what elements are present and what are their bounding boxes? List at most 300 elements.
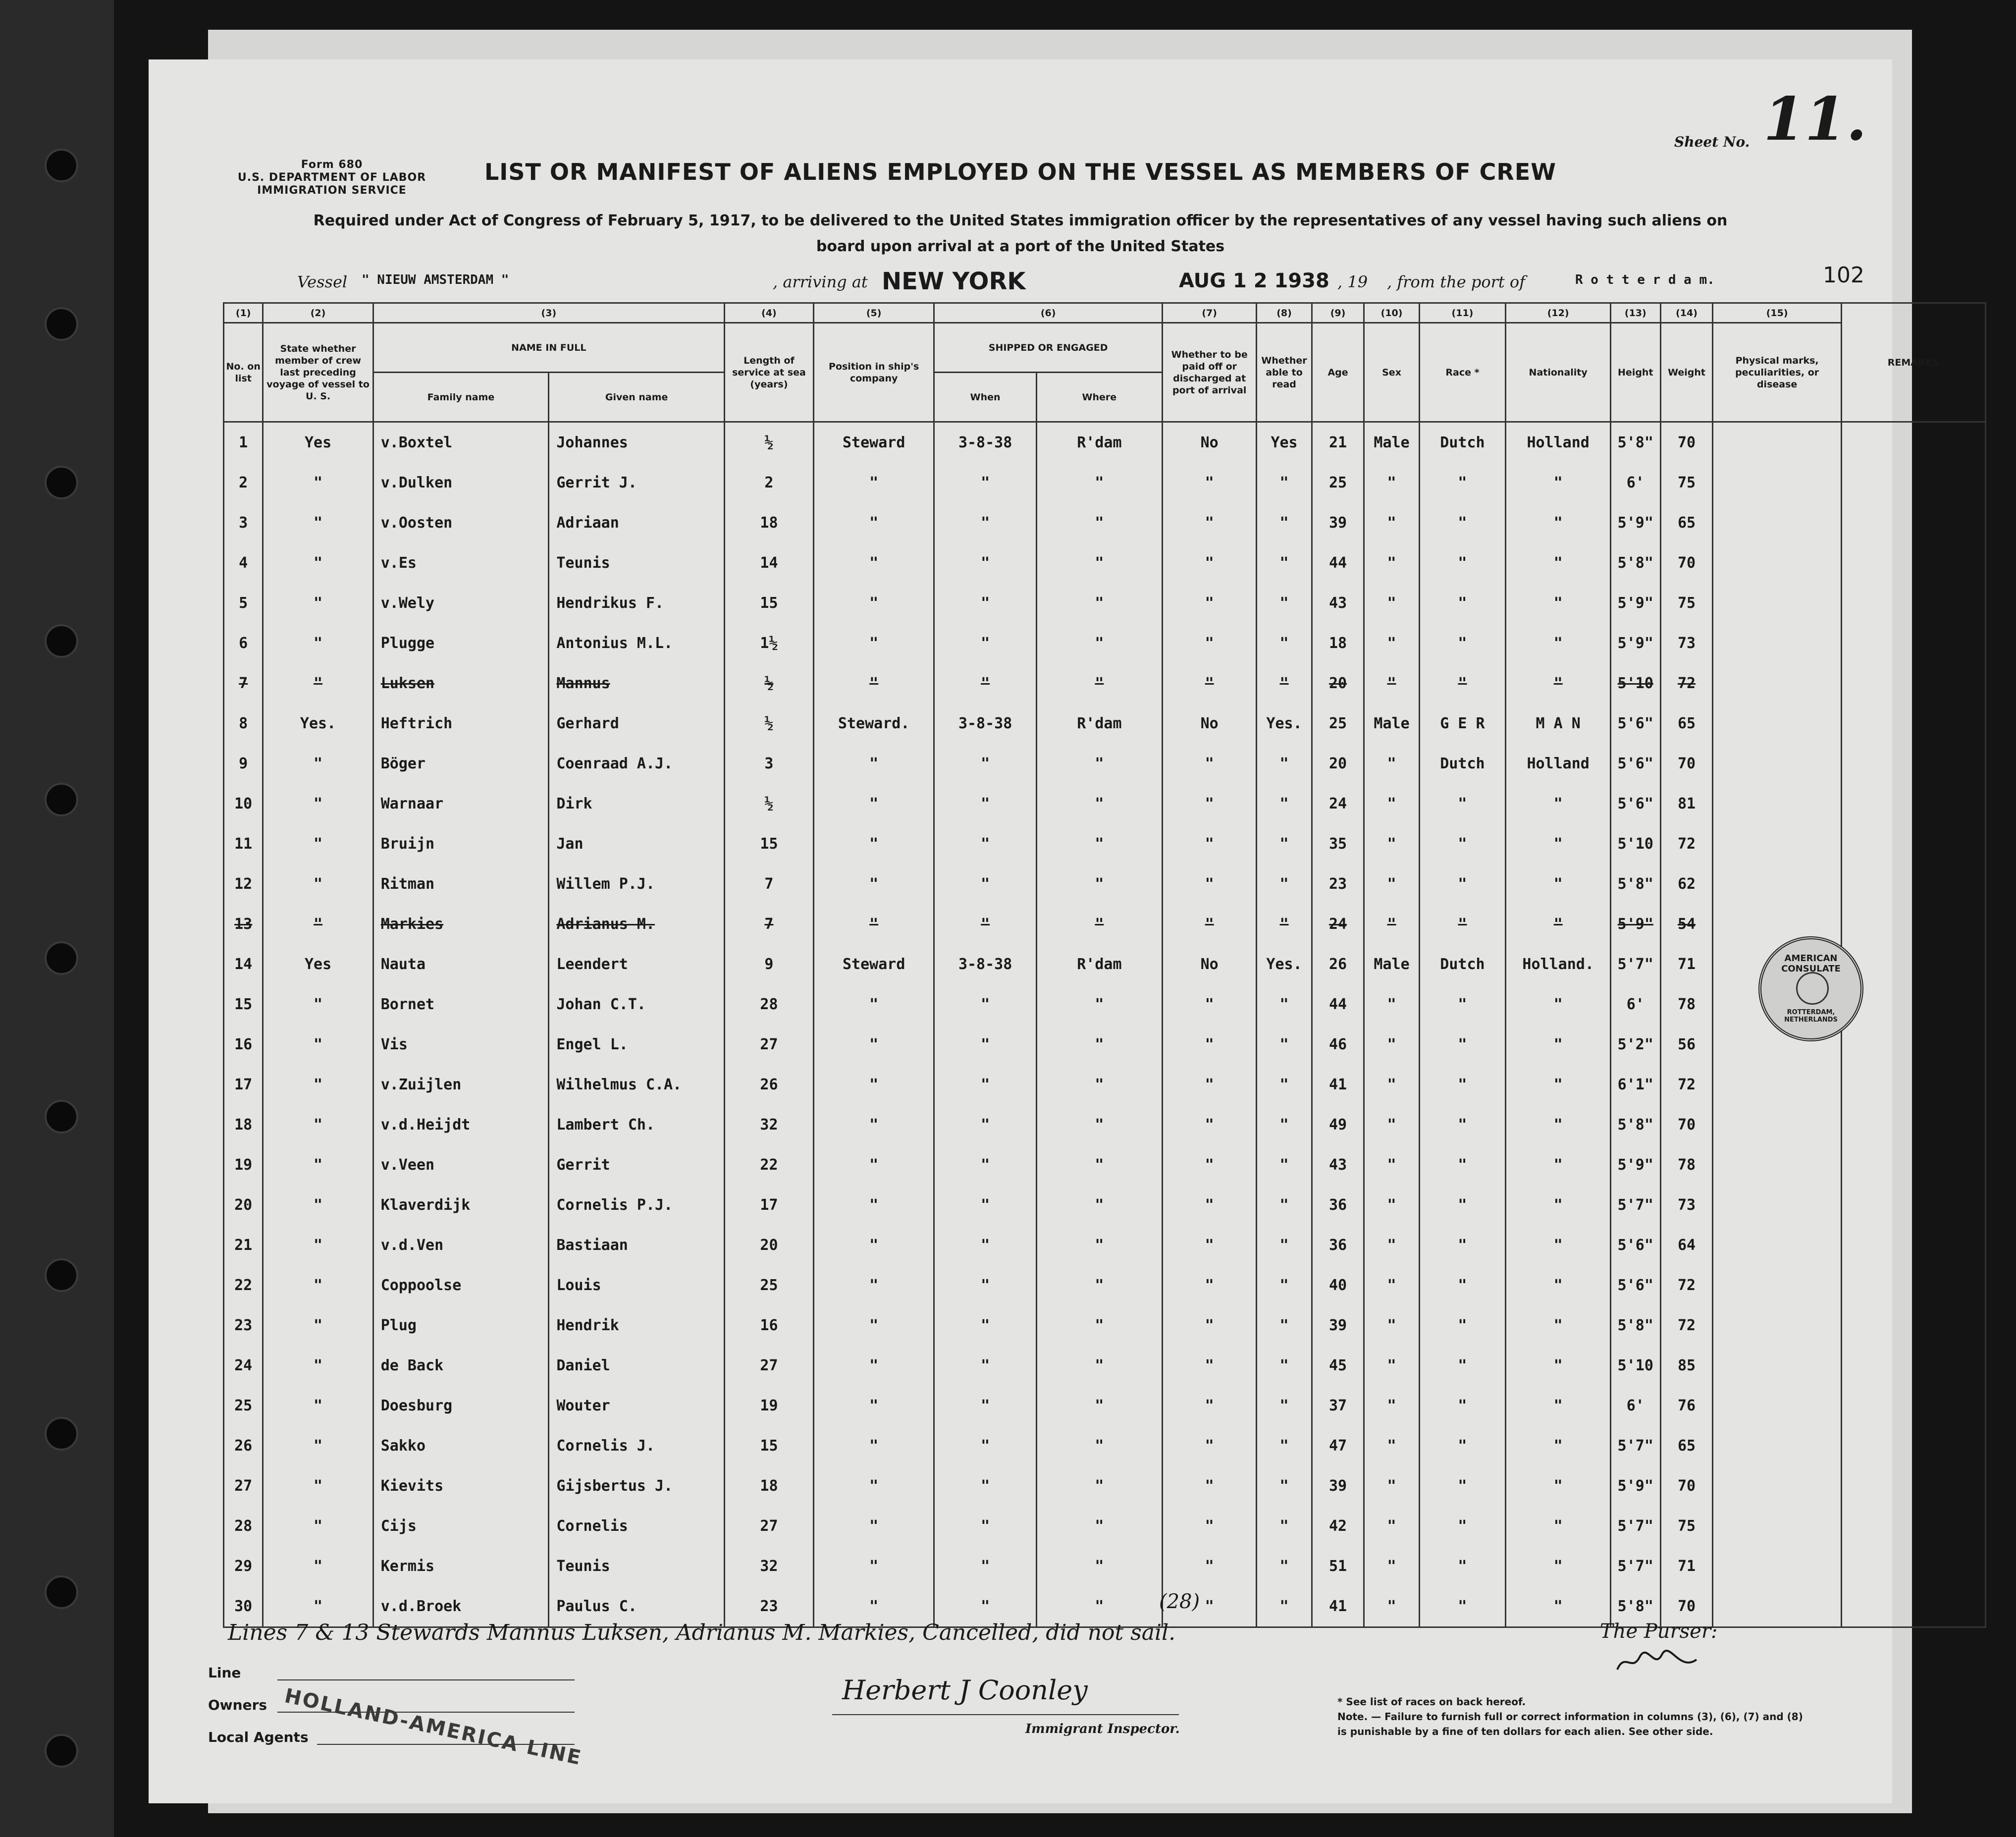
cell-physical-marks (1713, 463, 1841, 503)
cell-where: " (1036, 1025, 1162, 1065)
cell-where: " (1036, 1466, 1162, 1506)
cell-when: " (934, 1346, 1036, 1386)
cell-age: 25 (1312, 703, 1364, 744)
from-label: , from the port of (1387, 272, 1526, 291)
cell-service: ½ (724, 422, 813, 463)
col3-num: (3) (373, 303, 724, 323)
cell-height: 5'6" (1611, 1225, 1661, 1265)
cell-position: " (813, 904, 934, 944)
cell-when: " (934, 1145, 1036, 1185)
cell-where: R'dam (1036, 422, 1162, 463)
cell-weight: 62 (1660, 864, 1713, 904)
table-row (224, 503, 1986, 543)
cell-read: " (1257, 503, 1312, 543)
table-row (224, 1386, 1986, 1426)
cell-position: " (813, 744, 934, 784)
cell-family: Klaverdijk (373, 1185, 549, 1225)
cell-no: 11 (224, 824, 263, 864)
cell-when: " (934, 744, 1036, 784)
cell-height: 5'7" (1611, 1546, 1661, 1586)
cell-nationality: " (1506, 663, 1611, 703)
cell-given: Teunis (549, 543, 725, 583)
cell-prev: " (263, 503, 373, 543)
handwritten-cancellation-note: Lines 7 & 13 Stewards Mannus Luksen, Adrianus M. Markies, Cancelled, did not sail. (228, 1620, 1176, 1645)
cell-position: Steward (813, 422, 934, 463)
total-count: (28) (1159, 1590, 1200, 1613)
cell-no: 15 (224, 984, 263, 1025)
cell-physical-marks (1713, 784, 1841, 824)
cell-nationality: " (1506, 503, 1611, 543)
cell-height: 5'8" (1611, 1586, 1661, 1627)
cell-service: 15 (724, 583, 813, 623)
cell-prev: " (263, 663, 373, 703)
cell-read: " (1257, 1225, 1312, 1265)
cell-prev: " (263, 1466, 373, 1506)
cell-given: Cornelis P.J. (549, 1185, 725, 1225)
cell-sex: " (1364, 1386, 1419, 1426)
cell-nationality: " (1506, 463, 1611, 503)
cell-family: Vis (373, 1025, 549, 1065)
table-row (224, 463, 1986, 503)
cell-position: " (813, 463, 934, 503)
cell-remarks (1841, 1105, 1985, 1145)
cell-sex: " (1364, 463, 1419, 503)
cell-where: " (1036, 1145, 1162, 1185)
cell-given: Willem P.J. (549, 864, 725, 904)
cell-age: 24 (1312, 784, 1364, 824)
cell-when: " (934, 1025, 1036, 1065)
col-age: Age (1312, 323, 1364, 422)
cell-remarks (1841, 1265, 1985, 1305)
cell-prev: " (263, 1185, 373, 1225)
cell-sex: " (1364, 623, 1419, 663)
cell-race: " (1419, 1065, 1506, 1105)
cell-read: " (1257, 904, 1312, 944)
col7-num: (7) (1162, 303, 1257, 323)
arrival-date: AUG 1 2 1938 (1179, 270, 1329, 292)
cell-race: " (1419, 984, 1506, 1025)
cell-height: 6'1" (1611, 1065, 1661, 1105)
cell-position: " (813, 1586, 934, 1627)
cell-height: 5'10 (1611, 663, 1661, 703)
col2-num: (2) (263, 303, 373, 323)
cell-physical-marks (1713, 503, 1841, 543)
cell-physical-marks (1713, 1145, 1841, 1185)
cell-family: Cijs (373, 1506, 549, 1546)
cell-when: " (934, 904, 1036, 944)
cell-height: 5'7" (1611, 1185, 1661, 1225)
cell-sex: " (1364, 904, 1419, 944)
cell-height: 5'9" (1611, 1145, 1661, 1185)
cell-family: Sakko (373, 1426, 549, 1466)
cell-height: 5'8" (1611, 422, 1661, 463)
col-given-name: Given name (549, 373, 725, 422)
cell-family: Luksen (373, 663, 549, 703)
cell-no: 5 (224, 583, 263, 623)
table-row (224, 744, 1986, 784)
cell-height: 5'10 (1611, 1346, 1661, 1386)
cell-race: " (1419, 1586, 1506, 1627)
cell-position: " (813, 784, 934, 824)
table-row (224, 1105, 1986, 1145)
cell-remarks (1841, 744, 1985, 784)
cell-age: 46 (1312, 1025, 1364, 1065)
cell-no: 12 (224, 864, 263, 904)
page-number: 102 (1823, 263, 1864, 288)
inspector-signature: Herbert J Coonley (842, 1675, 1088, 1706)
cell-no: 3 (224, 503, 263, 543)
cell-where: " (1036, 1506, 1162, 1546)
cell-sex: " (1364, 1145, 1419, 1185)
inspector-rule (832, 1714, 1179, 1715)
cell-physical-marks (1713, 1426, 1841, 1466)
cell-given: Johannes (549, 422, 725, 463)
local-agents-label: Local Agents (208, 1729, 309, 1745)
cell-position: " (813, 1466, 934, 1506)
cell-age: 45 (1312, 1346, 1364, 1386)
cell-service: 14 (724, 543, 813, 583)
cell-paid: " (1162, 1466, 1257, 1506)
purser-signature (1615, 1650, 1699, 1675)
cell-physical-marks (1713, 864, 1841, 904)
cell-family: Nauta (373, 944, 549, 984)
col-name-in-full: NAME IN FULL (373, 323, 724, 373)
cell-remarks (1841, 784, 1985, 824)
cell-remarks (1841, 1145, 1985, 1185)
document-title: LIST OR MANIFEST OF ALIENS EMPLOYED ON THE VESSEL AS MEMBERS OF CREW (484, 159, 1556, 185)
cell-sex: " (1364, 984, 1419, 1025)
cell-nationality: " (1506, 1225, 1611, 1265)
cell-paid: " (1162, 1145, 1257, 1185)
cell-paid: " (1162, 623, 1257, 663)
binder-hole (45, 783, 78, 816)
cell-no: 26 (224, 1426, 263, 1466)
cell-when: " (934, 463, 1036, 503)
cell-service: ½ (724, 663, 813, 703)
cell-read: " (1257, 1185, 1312, 1225)
col-remarks: REMARKS (1841, 303, 1985, 422)
cell-sex: " (1364, 1546, 1419, 1586)
col-no-on-list: No. on list (224, 323, 263, 422)
cell-height: 5'6" (1611, 1265, 1661, 1305)
col10-num: (10) (1364, 303, 1419, 323)
cell-no: 27 (224, 1466, 263, 1506)
cell-when: " (934, 1105, 1036, 1145)
table-row (224, 422, 1986, 463)
footnote-note: Note. — Failure to furnish full or correct information in columns (3), (6), (7) and (8) (1337, 1711, 1803, 1723)
cell-when: " (934, 1185, 1036, 1225)
cell-weight: 72 (1660, 663, 1713, 703)
binder-hole (45, 307, 78, 341)
cell-no: 22 (224, 1265, 263, 1305)
cell-physical-marks (1713, 1386, 1841, 1426)
col-service-length: Length of service at sea (years) (724, 323, 813, 422)
binder-hole (45, 1100, 78, 1134)
cell-service: 9 (724, 944, 813, 984)
cell-no: 29 (224, 1546, 263, 1586)
cell-family: Plugge (373, 623, 549, 663)
vessel-label: Vessel (297, 272, 348, 291)
binder-hole (45, 624, 78, 658)
table-row (224, 984, 1986, 1025)
cell-race: " (1419, 1105, 1506, 1145)
cell-height: 5'8" (1611, 543, 1661, 583)
cell-read: " (1257, 864, 1312, 904)
cell-position: " (813, 543, 934, 583)
cell-read: " (1257, 1586, 1312, 1627)
cell-no: 17 (224, 1065, 263, 1105)
cell-where: " (1036, 1185, 1162, 1225)
cell-sex: " (1364, 1065, 1419, 1105)
cell-weight: 72 (1660, 1305, 1713, 1346)
cell-sex: " (1364, 1105, 1419, 1145)
table-row (224, 1346, 1986, 1386)
cell-service: ½ (724, 784, 813, 824)
document-subtitle: Required under Act of Congress of February 5, 1917, to be delivered to the United States immigration officer by the representatives of any vessel having such aliens on board upon arrival at a port of the United States (313, 212, 1728, 255)
cell-when: " (934, 1426, 1036, 1466)
cell-no: 7 (224, 663, 263, 703)
cell-family: v.d.Heijdt (373, 1105, 549, 1145)
cell-service: 23 (724, 1586, 813, 1627)
cell-paid: " (1162, 1065, 1257, 1105)
cell-family: v.Oosten (373, 503, 549, 543)
arrival-port: NEW YORK (882, 268, 1026, 295)
cell-weight: 78 (1660, 984, 1713, 1025)
cell-nationality: M A N (1506, 703, 1611, 744)
cell-where: " (1036, 1346, 1162, 1386)
cell-nationality: " (1506, 1346, 1611, 1386)
cell-age: 37 (1312, 1386, 1364, 1426)
col13-num: (13) (1611, 303, 1661, 323)
manifest-page (149, 59, 1940, 1803)
cell-race: " (1419, 904, 1506, 944)
cell-given: Jan (549, 824, 725, 864)
table-row (224, 1225, 1986, 1265)
cell-physical-marks (1713, 1225, 1841, 1265)
cell-read: " (1257, 1506, 1312, 1546)
cell-physical-marks (1713, 1105, 1841, 1145)
cell-when: 3-8-38 (934, 944, 1036, 984)
cell-age: 35 (1312, 824, 1364, 864)
cell-given: Gerhard (549, 703, 725, 744)
line-label: Line (208, 1665, 241, 1681)
cell-where: " (1036, 1305, 1162, 1346)
cell-height: 5'7" (1611, 944, 1661, 984)
cell-nationality: " (1506, 1386, 1611, 1426)
cell-remarks (1841, 1386, 1985, 1426)
cell-paid: " (1162, 503, 1257, 543)
cell-position: Steward (813, 944, 934, 984)
cell-weight: 70 (1660, 1466, 1713, 1506)
department-name: U.S. DEPARTMENT OF LABOR (237, 171, 426, 184)
cell-read: " (1257, 1305, 1312, 1346)
cell-age: 47 (1312, 1426, 1364, 1466)
cell-prev: " (263, 1586, 373, 1627)
cell-height: 6' (1611, 984, 1661, 1025)
cell-no: 30 (224, 1586, 263, 1627)
cell-given: Gijsbertus J. (549, 1466, 725, 1506)
cell-no: 18 (224, 1105, 263, 1145)
cell-prev: " (263, 904, 373, 944)
cell-race: " (1419, 543, 1506, 583)
cell-physical-marks (1713, 1546, 1841, 1586)
binder-hole (45, 941, 78, 975)
cell-given: Paulus C. (549, 1586, 725, 1627)
cell-where: " (1036, 1386, 1162, 1426)
cell-when: " (934, 1065, 1036, 1105)
cell-given: Antonius M.L. (549, 623, 725, 663)
cell-weight: 65 (1660, 503, 1713, 543)
cell-weight: 65 (1660, 703, 1713, 744)
cell-remarks (1841, 1586, 1985, 1627)
cell-nationality: " (1506, 824, 1611, 864)
cell-nationality: Holland (1506, 422, 1611, 463)
holland-america-stamp: HOLLAND-AMERICA LINE (282, 1684, 584, 1770)
cell-race: " (1419, 1145, 1506, 1185)
cell-paid: " (1162, 583, 1257, 623)
cell-family: v.Zuijlen (373, 1065, 549, 1105)
cell-family: Heftrich (373, 703, 549, 744)
cell-race: " (1419, 1265, 1506, 1305)
cell-service: 7 (724, 864, 813, 904)
table-row (224, 1265, 1986, 1305)
cell-paid: " (1162, 864, 1257, 904)
cell-prev: Yes. (263, 703, 373, 744)
purser-label: The Purser: (1600, 1620, 1718, 1643)
cell-prev: " (263, 1065, 373, 1105)
cell-sex: Male (1364, 944, 1419, 984)
cell-weight: 73 (1660, 623, 1713, 663)
cell-nationality: " (1506, 1185, 1611, 1225)
cell-read: " (1257, 463, 1312, 503)
cell-sex: " (1364, 784, 1419, 824)
cell-weight: 78 (1660, 1145, 1713, 1185)
cell-given: Dirk (549, 784, 725, 824)
cell-sex: " (1364, 1426, 1419, 1466)
cell-prev: " (263, 1546, 373, 1586)
col12-num: (12) (1506, 303, 1611, 323)
cell-family: v.d.Broek (373, 1586, 549, 1627)
cell-age: 36 (1312, 1185, 1364, 1225)
cell-paid: " (1162, 663, 1257, 703)
cell-when: " (934, 784, 1036, 824)
cell-service: 15 (724, 1426, 813, 1466)
cell-sex: " (1364, 824, 1419, 864)
col-paid-off: Whether to be paid off or discharged at port of arrival (1162, 323, 1257, 422)
cell-read: " (1257, 744, 1312, 784)
cell-nationality: " (1506, 1105, 1611, 1145)
cell-weight: 75 (1660, 1506, 1713, 1546)
table-row (224, 1185, 1986, 1225)
cell-age: 44 (1312, 984, 1364, 1025)
table-row (224, 623, 1986, 663)
cell-given: Cornelis (549, 1506, 725, 1546)
cell-no: 14 (224, 944, 263, 984)
cell-service: ½ (724, 703, 813, 744)
cell-service: 25 (724, 1265, 813, 1305)
cell-prev: " (263, 744, 373, 784)
cell-when: " (934, 824, 1036, 864)
cell-where: " (1036, 1225, 1162, 1265)
cell-no: 28 (224, 1506, 263, 1546)
cell-read: " (1257, 1546, 1312, 1586)
cell-race: G E R (1419, 703, 1506, 744)
cell-paid: " (1162, 1265, 1257, 1305)
cell-prev: " (263, 1386, 373, 1426)
cell-height: 6' (1611, 463, 1661, 503)
cell-read: " (1257, 824, 1312, 864)
cell-paid: " (1162, 824, 1257, 864)
cell-weight: 85 (1660, 1346, 1713, 1386)
cell-height: 5'7" (1611, 1426, 1661, 1466)
cell-where: R'dam (1036, 703, 1162, 744)
cell-paid: " (1162, 1025, 1257, 1065)
cell-weight: 70 (1660, 1586, 1713, 1627)
cell-read: " (1257, 1346, 1312, 1386)
cell-given: Wouter (549, 1386, 725, 1426)
vessel-line (297, 268, 1857, 297)
cell-remarks (1841, 1466, 1985, 1506)
table-row (224, 824, 1986, 864)
col1-num: (1) (224, 303, 263, 323)
purser-signature-scribble (1615, 1650, 1699, 1675)
cell-family: Bornet (373, 984, 549, 1025)
cell-service: 1½ (724, 623, 813, 663)
cell-read: Yes. (1257, 944, 1312, 984)
cell-age: 39 (1312, 503, 1364, 543)
table-row (224, 543, 1986, 583)
table-row (224, 1025, 1986, 1065)
cell-weight: 72 (1660, 1065, 1713, 1105)
col8-num: (8) (1257, 303, 1312, 323)
cell-remarks (1841, 703, 1985, 744)
cell-given: Cornelis J. (549, 1426, 725, 1466)
cell-height: 5'9" (1611, 623, 1661, 663)
cell-prev: " (263, 824, 373, 864)
cell-given: Daniel (549, 1346, 725, 1386)
cell-paid: No (1162, 703, 1257, 744)
cell-physical-marks (1713, 744, 1841, 784)
cell-age: 43 (1312, 1145, 1364, 1185)
cell-given: Wilhelmus C.A. (549, 1065, 725, 1105)
cell-age: 36 (1312, 1225, 1364, 1265)
year-label: , 19 (1337, 272, 1368, 291)
cell-where: " (1036, 623, 1162, 663)
cell-height: 5'7" (1611, 1506, 1661, 1546)
cell-position: " (813, 663, 934, 703)
sheet-number: 11. (1763, 84, 1867, 154)
cell-weight: 72 (1660, 824, 1713, 864)
cell-paid: " (1162, 1346, 1257, 1386)
binder-hole (45, 1258, 78, 1292)
cell-service: 22 (724, 1145, 813, 1185)
cell-nationality: " (1506, 623, 1611, 663)
cell-race: " (1419, 663, 1506, 703)
cell-age: 18 (1312, 623, 1364, 663)
cell-family: de Back (373, 1346, 549, 1386)
cell-position: " (813, 1546, 934, 1586)
cell-where: " (1036, 543, 1162, 583)
cell-nationality: " (1506, 1145, 1611, 1185)
cell-age: 41 (1312, 1065, 1364, 1105)
cell-age: 49 (1312, 1105, 1364, 1145)
cell-paid: " (1162, 463, 1257, 503)
cell-position: " (813, 1506, 934, 1546)
cell-height: 5'9" (1611, 503, 1661, 543)
cell-service: 2 (724, 463, 813, 503)
cell-physical-marks (1713, 1265, 1841, 1305)
cell-family: Warnaar (373, 784, 549, 824)
